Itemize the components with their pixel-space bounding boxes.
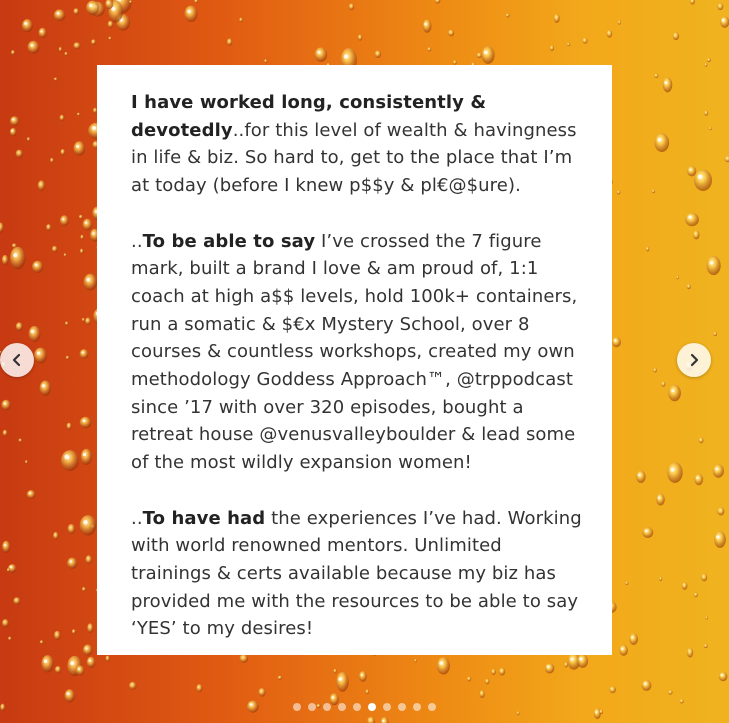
- water-droplet: [196, 684, 202, 692]
- droplet-highlight: [332, 696, 334, 698]
- water-droplet: [227, 38, 232, 45]
- pagination-dot[interactable]: [338, 703, 346, 711]
- water-droplet: [106, 656, 110, 662]
- droplet-highlight: [4, 402, 6, 404]
- water-droplet: [54, 9, 66, 21]
- water-droplet: [67, 423, 72, 430]
- droplet-highlight: [658, 497, 660, 499]
- water-droplet: [53, 532, 58, 540]
- droplet-highlight: [82, 351, 84, 353]
- water-droplet: [82, 587, 86, 592]
- water-droplet: [80, 515, 97, 535]
- water-droplet: [618, 20, 621, 24]
- water-droplet: [76, 665, 84, 675]
- droplet-highlight: [57, 12, 60, 15]
- water-droplet: [336, 672, 348, 692]
- droplet-highlight: [83, 453, 86, 456]
- water-droplet: [83, 645, 93, 656]
- water-droplet: [61, 450, 79, 471]
- paragraph-1: [131, 89, 582, 200]
- droplet-highlight: [710, 261, 714, 265]
- water-droplet: [0, 222, 4, 232]
- droplet-highlight: [13, 253, 17, 257]
- water-droplet: [625, 582, 628, 585]
- pagination-dot[interactable]: [428, 703, 436, 711]
- droplet-highlight: [70, 560, 72, 562]
- droplet-highlight: [78, 668, 80, 670]
- post-text-card: [97, 65, 612, 655]
- water-droplet: [612, 337, 621, 347]
- water-droplet: [2, 541, 10, 553]
- droplet-highlight: [644, 683, 646, 685]
- water-droplet: [258, 688, 265, 697]
- water-droplet: [427, 47, 431, 51]
- water-droplet: [448, 30, 454, 37]
- droplet-highlight: [92, 126, 96, 130]
- water-droplet: [184, 6, 197, 22]
- water-droplet: [707, 256, 721, 275]
- water-droplet: [80, 235, 83, 240]
- water-droplet: [86, 1, 99, 15]
- droplet-highlight: [670, 468, 674, 472]
- water-droplet: [667, 462, 683, 483]
- water-droplet: [80, 349, 89, 359]
- water-droplet: [40, 381, 51, 396]
- water-droplet: [81, 449, 92, 465]
- water-droplet: [687, 648, 693, 658]
- pagination-dot[interactable]: [383, 703, 391, 711]
- water-droplet: [60, 115, 65, 121]
- water-droplet: [22, 19, 33, 32]
- water-droplet: [435, 0, 440, 4]
- droplet-highlight: [35, 263, 38, 266]
- water-droplet: [85, 318, 91, 325]
- droplet-highlight: [722, 19, 725, 22]
- water-droplet: [19, 439, 23, 443]
- droplet-highlight: [439, 661, 443, 665]
- water-droplet: [499, 668, 505, 676]
- water-droplet: [80, 249, 83, 254]
- water-droplet: [50, 158, 54, 163]
- droplet-highlight: [579, 657, 582, 660]
- water-droplet: [423, 19, 432, 32]
- water-droplet: [79, 215, 83, 219]
- droplet-highlight: [664, 81, 667, 84]
- water-droplet: [366, 689, 369, 694]
- water-droplet: [55, 666, 61, 673]
- droplet-highlight: [696, 477, 698, 479]
- droplet-highlight: [107, 2, 109, 4]
- water-droplet: [685, 213, 699, 227]
- water-droplet: [239, 18, 243, 23]
- water-droplet: [656, 494, 665, 506]
- pagination-dot[interactable]: [398, 703, 406, 711]
- water-droplet: [334, 669, 337, 674]
- droplet-highlight: [361, 674, 363, 676]
- water-droplet: [68, 524, 76, 534]
- water-droplet: [506, 13, 510, 17]
- droplet-highlight: [70, 661, 74, 665]
- water-droplet: [668, 690, 672, 695]
- droplet-highlight: [31, 330, 35, 334]
- water-droplet: [718, 3, 724, 10]
- water-droplet: [694, 593, 698, 597]
- water-droplet: [652, 189, 655, 193]
- pagination-dot[interactable]: [413, 703, 421, 711]
- droplet-highlight: [85, 222, 87, 224]
- paragraph-3-bold: To have had: [142, 507, 266, 529]
- water-droplet: [349, 3, 354, 10]
- water-droplet: [87, 623, 93, 633]
- droplet-highlight: [344, 54, 349, 59]
- water-droplet: [673, 32, 679, 40]
- water-droplet: [453, 60, 457, 64]
- water-droplet: [517, 711, 520, 715]
- water-droplet: [707, 58, 711, 62]
- water-droplet: [16, 322, 23, 331]
- droplet-highlight: [671, 389, 674, 392]
- chevron-right-icon: [687, 353, 701, 367]
- droplet-highlight: [382, 720, 384, 722]
- paragraph-3-text: the experiences I’ve had. Working with world renowned mentors. Unlimited trainings & certs available because my biz has provided me with the resources to be able to say ‘YES’ to my desires!: [131, 507, 582, 640]
- water-droplet: [34, 348, 47, 364]
- water-droplet: [59, 47, 62, 52]
- droplet-highlight: [688, 215, 691, 218]
- water-droplet: [659, 577, 662, 581]
- water-droplet: [2, 619, 9, 627]
- droplet-highlight: [30, 44, 33, 47]
- water-droplet: [367, 717, 375, 723]
- water-droplet: [467, 677, 471, 682]
- droplet-highlight: [11, 130, 13, 132]
- water-droplet: [564, 662, 568, 667]
- droplet-highlight: [29, 492, 31, 494]
- water-droplet: [65, 689, 75, 702]
- water-droplet: [545, 663, 554, 673]
- droplet-highlight: [621, 648, 623, 650]
- droplet-highlight: [88, 659, 90, 661]
- water-droplet: [617, 190, 620, 194]
- water-droplet: [60, 215, 69, 226]
- water-droplet: [375, 50, 381, 58]
- water-droplet: [619, 645, 628, 656]
- water-droplet: [10, 116, 19, 126]
- droplet-highlight: [638, 474, 641, 477]
- water-droplet: [646, 247, 649, 252]
- water-droplet: [485, 679, 489, 685]
- water-droplet: [66, 356, 69, 360]
- water-droplet: [11, 50, 15, 55]
- water-droplet: [3, 430, 8, 437]
- pagination-dot[interactable]: [368, 703, 376, 711]
- paragraph-2-lead: ..: [131, 230, 143, 252]
- droplet-highlight: [317, 51, 320, 54]
- droplet-highlight: [631, 636, 633, 638]
- water-droplet: [437, 657, 450, 675]
- droplet-highlight: [44, 659, 48, 663]
- droplet-highlight: [86, 278, 90, 282]
- water-droplet: [67, 558, 77, 569]
- water-droplet: [359, 671, 367, 682]
- water-droplet: [64, 253, 67, 257]
- water-droplet: [713, 332, 717, 336]
- water-droplet: [704, 644, 708, 648]
- water-droplet: [278, 676, 282, 680]
- water-droplet: [687, 284, 691, 289]
- droplet-highlight: [92, 232, 94, 234]
- water-droplet: [636, 471, 646, 483]
- water-droplet: [264, 59, 267, 63]
- droplet-highlight: [62, 218, 64, 220]
- water-droplet: [240, 654, 249, 662]
- water-droplet: [694, 169, 712, 191]
- droplet-highlight: [83, 419, 86, 422]
- water-droplet: [607, 30, 613, 38]
- water-droplet: [65, 52, 68, 56]
- water-droplet: [13, 597, 20, 605]
- water-droplet: [414, 659, 417, 662]
- water-droplet: [27, 137, 30, 141]
- droplet-highlight: [716, 535, 720, 539]
- droplet-highlight: [645, 530, 648, 533]
- water-droplet: [54, 631, 61, 640]
- water-droplet: [654, 74, 658, 79]
- water-droplet: [577, 654, 588, 667]
- water-droplet: [480, 690, 485, 698]
- next-slide-button[interactable]: [677, 343, 711, 377]
- water-droplet: [73, 8, 79, 15]
- droplet-highlight: [85, 647, 87, 649]
- droplet-highlight: [83, 520, 87, 524]
- droplet-highlight: [698, 174, 703, 179]
- water-droplet: [10, 128, 17, 136]
- water-droplet: [1, 400, 10, 411]
- droplet-highlight: [595, 711, 597, 713]
- droplet-highlight: [42, 384, 45, 387]
- water-droplet: [72, 629, 76, 634]
- pagination-dot[interactable]: [323, 703, 331, 711]
- water-droplet: [693, 230, 699, 239]
- water-droplet: [714, 531, 726, 548]
- water-droplet: [704, 111, 708, 116]
- droplet-highlight: [338, 677, 342, 681]
- water-droplet: [52, 246, 58, 252]
- pagination-dot[interactable]: [293, 703, 301, 711]
- water-droplet: [65, 322, 68, 326]
- water-droplet: [655, 133, 670, 152]
- water-droplet: [73, 42, 80, 49]
- water-droplet: [86, 555, 93, 564]
- paragraph-2-bold: To be able to say: [142, 230, 316, 252]
- water-droplet: [38, 180, 45, 190]
- droplet-highlight: [76, 145, 79, 148]
- water-droplet: [315, 47, 328, 61]
- water-droplet: [39, 28, 47, 38]
- water-droplet: [725, 156, 729, 162]
- droplet-highlight: [66, 692, 69, 695]
- droplet-highlight: [4, 544, 6, 546]
- chevron-left-icon: [10, 353, 24, 367]
- droplet-highlight: [570, 658, 573, 661]
- paragraph-2: [131, 228, 582, 477]
- water-droplet: [554, 14, 560, 23]
- droplet-highlight: [657, 138, 661, 142]
- droplet-highlight: [614, 339, 616, 341]
- water-droplet: [567, 43, 570, 46]
- water-droplet: [719, 672, 728, 681]
- water-droplet: [91, 39, 96, 45]
- water-droplet: [668, 385, 681, 402]
- water-droplet: [32, 261, 43, 273]
- droplet-highlight: [12, 118, 14, 120]
- water-droplet: [82, 318, 85, 322]
- droplet-highlight: [187, 10, 190, 13]
- water-droplet: [699, 437, 704, 443]
- water-droplet: [84, 274, 97, 291]
- water-droplet: [694, 474, 703, 485]
- water-droplet: [705, 63, 708, 67]
- water-droplet: [61, 149, 66, 155]
- droplet-highlight: [547, 666, 549, 668]
- water-droplet: [129, 0, 132, 3]
- droplet-highlight: [37, 351, 40, 354]
- water-droplet: [687, 166, 696, 176]
- droplet-highlight: [89, 4, 92, 7]
- droplet-highlight: [24, 22, 27, 25]
- water-droplet: [129, 682, 137, 690]
- droplet-highlight: [721, 674, 723, 676]
- water-droplet: [642, 527, 653, 538]
- water-droplet: [550, 45, 554, 51]
- water-droplet: [29, 326, 41, 342]
- droplet-highlight: [10, 566, 12, 568]
- water-droplet: [653, 368, 657, 372]
- droplet-highlight: [40, 31, 42, 33]
- water-droplet: [713, 464, 724, 478]
- previous-slide-button[interactable]: [0, 343, 34, 377]
- pagination-dot[interactable]: [308, 703, 316, 711]
- water-droplet: [477, 53, 482, 58]
- water-droplet: [2, 255, 8, 265]
- water-droplet: [690, 0, 695, 5]
- water-droplet: [701, 574, 707, 582]
- droplet-highlight: [484, 51, 488, 55]
- water-droplet: [8, 637, 11, 641]
- water-droplet: [40, 640, 44, 644]
- droplet-highlight: [715, 468, 718, 471]
- water-droplet: [709, 127, 712, 130]
- water-droplet: [717, 507, 724, 515]
- droplet-highlight: [64, 454, 69, 459]
- water-droplet: [381, 717, 389, 723]
- water-droplet: [80, 417, 92, 428]
- water-droplet: [491, 669, 495, 675]
- water-droplet: [629, 633, 638, 645]
- water-droplet: [108, 37, 111, 40]
- water-droplet: [661, 381, 665, 386]
- water-droplet: [481, 46, 494, 64]
- paragraph-1-text: ..for this level of wealth & havingness in life & biz. So hard to, get to the place that I’m at today (before I knew p$$y & pl€@$ure).: [131, 119, 577, 197]
- water-droplet: [194, 0, 198, 3]
- droplet-highlight: [424, 23, 427, 26]
- water-droplet: [358, 35, 362, 41]
- water-droplet: [25, 460, 28, 464]
- water-droplet: [7, 568, 10, 572]
- water-droplet: [642, 680, 652, 691]
- paragraph-2-text: I’ve crossed the 7 figure mark, built a brand I love & am proud of, 1:1 coach at high a$$ levels, hold 100k+ containers, run a somatic & $€x Mystery School, over 8 courses & countless workshops, created my own methodology Goddess Approach™, @trppodcast since ’17 with over 320 episodes, bought a retreat house @venusvalleyboulder & lead some of the most wildly expansion women!: [131, 230, 578, 474]
- water-droplet: [54, 78, 57, 81]
- water-droplet: [74, 141, 86, 155]
- water-droplet: [27, 490, 36, 499]
- pagination-dot[interactable]: [353, 703, 361, 711]
- paragraph-1-bold: I have worked long, consistently & devotedly: [131, 92, 487, 141]
- water-droplet: [87, 657, 96, 668]
- water-droplet: [705, 616, 708, 619]
- water-droplet: [41, 655, 53, 672]
- water-droplet: [83, 219, 93, 231]
- water-droplet: [682, 582, 688, 590]
- water-droplet: [676, 276, 679, 279]
- paragraph-3: [131, 505, 582, 644]
- water-droplet: [582, 38, 587, 44]
- water-droplet: [720, 16, 729, 28]
- carousel-pagination: [0, 703, 729, 711]
- water-droplet: [663, 77, 673, 92]
- water-droplet: [16, 150, 23, 158]
- water-droplet: [46, 224, 51, 231]
- paragraph-3-lead: ..: [131, 507, 143, 529]
- water-droplet: [609, 686, 616, 693]
- water-droplet: [108, 21, 114, 28]
- water-droplet: [28, 41, 40, 54]
- droplet-highlight: [689, 169, 691, 171]
- water-droplet: [10, 247, 25, 270]
- water-droplet: [77, 113, 80, 116]
